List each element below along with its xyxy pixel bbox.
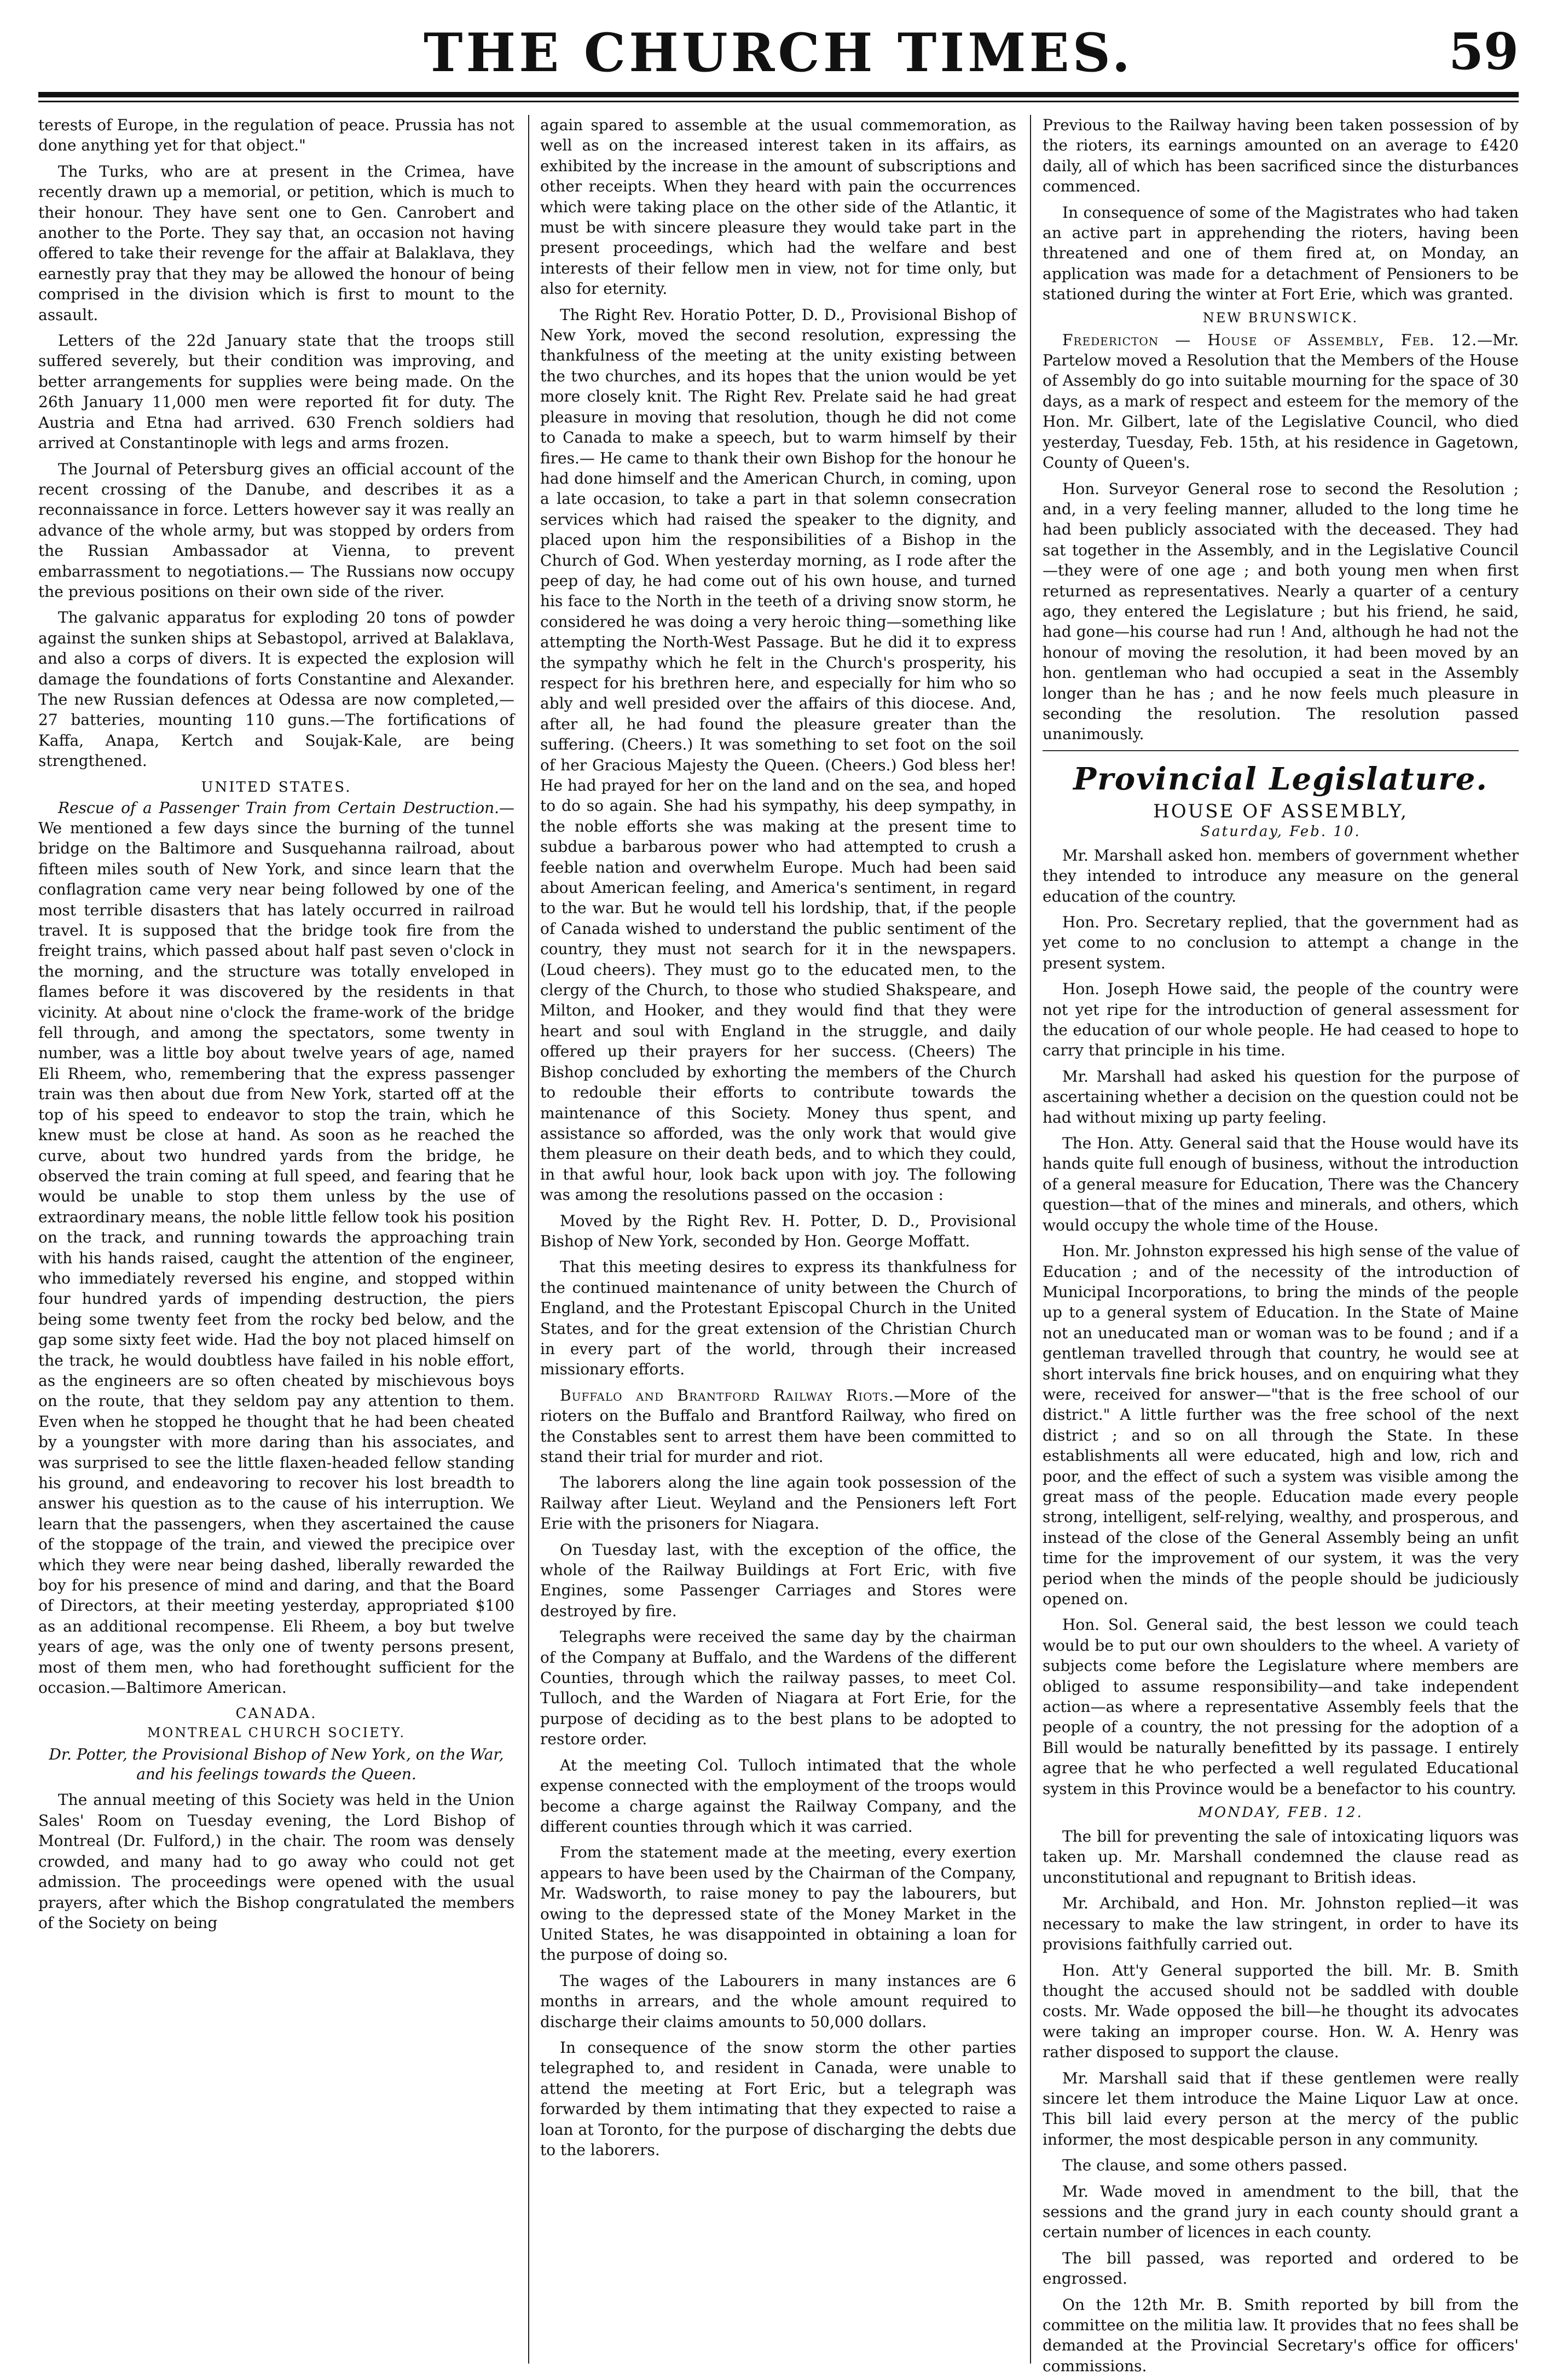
article-paragraph: terests of Europe, in the regulation of peace. Prussia has not done anything yet for that object." xyxy=(38,116,514,155)
columns xyxy=(38,115,1519,2375)
article-paragraph: In consequence of the snow storm the other parties telegraphed to, and resident in Canada, were unable to attend the meeting at Fort Eric, but a telegraph was forwarded by them intimating that they expected to raise a loan at Toronto, for the purpose of discharging the debts due to the laborers. xyxy=(540,2038,1016,2159)
article-paragraph: Mr. Wade moved in amendment to the bill, that the sessions and the grand jury in each county should grant a certain number of licences in each county. xyxy=(1043,2182,1519,2242)
article-paragraph: Mr. Archibald, and Hon. Mr. Johnston replied—it was necessary to make the law stringent, in order to have its provisions faithfully carried out. xyxy=(1043,1894,1519,1954)
house-heading: HOUSE OF ASSEMBLY, xyxy=(1153,800,1408,822)
article-paragraph: The clause, and some others passed. xyxy=(1062,2156,1348,2175)
date-heading-saturday: Saturday, Feb. 10. xyxy=(1200,823,1361,840)
article-paragraph: From the statement made at the meeting, every exertion appears to have been used by the Chairman of the Company, Mr. Wadsworth, to raise money to pay the labourers, but owing to the depressed state of the Money Market in the United States, he was disappointed in obtaining a loan for the purpose of doing so. xyxy=(540,1843,1016,1964)
article-paragraph: Telegraphs were received the same day by the chairman of the Company at Buffalo, and the Wardens of the different Counties, through which the railway passes, to meet Col. Tulloch, and the Warden of Niagara at Fort Erie, for the purpose of deciding as to the best plans to be adopted to restore order. xyxy=(540,1628,1016,1749)
masthead xyxy=(38,22,1519,88)
article-paragraph: At the meeting Col. Tulloch intimated that the whole expense connected with the employment of the troops would become a charge against the Railway Company, and the different counties through which it was carried. xyxy=(540,1756,1016,1836)
column-divider xyxy=(528,115,529,2364)
article-paragraph: Mr. Marshall had asked his question for the purpose of ascertaining whether a decision on the question could not be had without mixing up party feeling. xyxy=(1043,1067,1519,1127)
article-nb-lead xyxy=(1043,330,1519,473)
article-paragraph: Letters of the 22d January state that the troops still suffered severely, but their condition was improving, and better arrangements for supplies were being made. On the 26th January 11,000 men were reported fit for duty. The Austria and Etna had arrived. 630 French soldiers had arrived at Constantinople with legs and arms frozen. xyxy=(38,332,514,452)
article-paragraph: Mr. Marshall asked hon. members of government whether they intended to introduce any measure on the general education of the country. xyxy=(1043,846,1519,905)
article-paragraph: The bill passed, was reported and ordered to be engrossed. xyxy=(1043,2249,1519,2288)
article-run-in-title: Buffalo and Brantford Railway Riots. xyxy=(560,1386,894,1404)
article-paragraph: The annual meeting of this Society was held in the Union Sales' Room on Tuesday evening, the Lord Bishop of Montreal (Dr. Fulford,) in the chair. The room was densely crowded, and many had to go away who could not get admission. The proceedings were opened with the usual prayers, after which the Bishop congratulated the members of the Society on being xyxy=(38,1791,514,1932)
article-dateline: Fredericton — House of Assembly, Feb. 12. xyxy=(1062,330,1478,349)
masthead-rule-thin xyxy=(38,101,1519,102)
page-number: 59 xyxy=(1448,22,1519,81)
article-paragraph: Hon. Pro. Secretary replied, that the government had as yet come to no conclusion to attempt a change in the present system. xyxy=(1043,913,1519,972)
article-paragraph: The Right Rev. Horatio Potter, D. D., Provisional Bishop of New York, moved the second resolution, expressing the thankfulness of the meeting at the unity existing between the two churches, and its hopes that the union would be yet more closely knit. The Right Rev. Prelate said he had great pleasure in moving that resolution, though he did not come to Canada to make a speech, but to warm himself by their fires.— He came to thank their own Bishop for the honour he had done himself and the American Church, in coming, upon a late occasion, to take a part in that solemn consecration services which had raised the speaker to the dignity, and placed upon him the responsibilities of a Bishop in the Church of God. When yesterday morning, as I rode after the peep of day, he had come out of his own house, and turned his face to the North in the teeth of a driving snow storm, he considered he was doing a very heroic thing—something like attempting the North-West Passage. But he did it to express the sympathy which he felt in the Church's prosperity, his respect for his brethren here, and especially for him who so ably and well presided over the affairs of this diocese. And, after all, he had found the pleasure greater than the suffering. (Cheers.) It was something to set foot on the soil of her Gracious Majesty the Queen. (Cheers.) God bless her! He had prayed for her on the land and on the sea, and hoped to do so again. She had his sympathy, his deep sympathy, in the noble efforts she was making at the present time to subdue a barbarous power who had attempted to crush a feeble nation and overwhelm Europe. Much had been said about American feeling, and America's sentiment, in regard to the war. But he would tell his lordship, that, if the people of Canada wished to understand the public sentiment of the country, they must not search for it in the newspapers. (Loud cheers). They must go to the educated men, to the clergy of the Church, to those who studied Shakspeare, and Milton, and Hooker, and they would find that they were heart and soul with England in the struggle, and daily offered up their prayers for her success. (Cheers) The Bishop concluded by exhorting the members of the Church to redouble their efforts to contribute towards the maintenance of this Society. Money thus spent, and assistance so afforded, was the only work that would give them pleasure on their death beds, and to which they could, in that awful hour, look back upon with joy. The following was among the resolutions passed on the occasion : xyxy=(540,305,1016,1204)
section-heading-canada: CANADA. xyxy=(235,1705,317,1722)
section-heading-united-states: UNITED STATES. xyxy=(201,779,352,796)
article-paragraph: The laborers along the line again took possession of the Railway after Lieut. Weyland and the Pensioners left Fort Erie with the prisoners for Niagara. xyxy=(540,1473,1016,1533)
article-paragraph: Previous to the Railway having been taken possession of by the rioters, its earnings amounted on an average to £420 daily, all of which has been sacrificed since the disturbances commenced. xyxy=(1043,116,1519,196)
article-paragraph: On Tuesday last, with the exception of the office, the whole of the Railway Buildings at Fort Eric, with five Engines, some Passenger Carriages and Stores were destroyed by fire. xyxy=(540,1540,1016,1620)
section-title-provincial-legislature: Provincial Legislature. xyxy=(1073,761,1488,797)
article-paragraph: again spared to assemble at the usual commemoration, as well as on the increased interest taken in its affairs, as exhibited by the increase in the amount of subscriptions and other receipts. When they heard with pain the occurrences which were taking place on the other side of the Atlantic, it must be with sincere pleasure they would take part in the present proceedings, which had the welfare and best interests of their fellow men in view, not for time only, but also for eternity. xyxy=(540,116,1016,298)
column-3 xyxy=(1043,115,1519,2375)
article-run-in-title: Rescue of a Passenger Train from Certain Destruction. xyxy=(58,798,499,817)
article-paragraph: The wages of the Labourers in many instances are 6 months in arrears, and the whole amount required to discharge their claims amounts to 50,000 dollars. xyxy=(540,1971,1016,2031)
article-paragraph: Hon. Att'y General supported the bill. Mr. B. Smith thought the accused should not be saddled with double costs. Mr. Wade opposed the bill—he thought its advocates were taking an improper course. Hon. W. A. Henry was rather disposed to support the clause. xyxy=(1043,1961,1519,2062)
article-paragraph: The galvanic apparatus for exploding 20 tons of powder against the sunken ships at Sebastopol, arrived at Balaklava, and also a corps of divers. It is expected the explosion will damage the foundations of forts Constantine and Alexander. The new Russian defences at Odessa are now completed,—27 batteries, mounting 110 guns.—The fortifications of Kaffa, Anapa, Kertch and Soujak-Kale, are being strengthened. xyxy=(38,608,514,770)
article-paragraph: That this meeting desires to express its thankfulness for the continued maintenance of unity between the Church of England, and the Protestant Episcopal Church in the United States, and for the great extension of the Christian Church in every part of the world, through their increased missionary efforts. xyxy=(540,1258,1016,1379)
section-heading-new-brunswick: NEW BRUNSWICK. xyxy=(1202,310,1359,326)
article-paragraph: Moved by the Right Rev. H. Potter, D. D., Provisional Bishop of New York, seconded by Hon. George Moffatt. xyxy=(540,1211,1016,1250)
article-paragraph: The bill for preventing the sale of intoxicating liquors was taken up. Mr. Marshall condemned the clause read as unconstitutional and repugnant to British ideas. xyxy=(1043,1827,1519,1886)
masthead-rule xyxy=(38,92,1519,97)
article-paragraph: Mr. Marshall said that if these gentlemen were really sincere let them introduce the Maine Liquor Law at once. This bill laid every person at the mercy of the public informer, the most despicable person in any community. xyxy=(1043,2069,1519,2149)
article-body: —Mr. Partelow moved a Resolution that the Members of the House of Assembly do go into suitable mourning for the space of 30 days, as a mark of respect and esteem for the memory of the Hon. Mr. Gilbert, late of the Legislative Council, who died yesterday, Tuesday, Feb. 15th, at his residence in Gagetown, County of Queen's. xyxy=(1043,330,1519,472)
newspaper-page xyxy=(38,22,1519,2375)
article-rescue xyxy=(38,798,514,1698)
article-paragraph: Hon. Surveyor General rose to second the Resolution ; and, in a very feeling manner, alluded to the long time he had been publicly associated with the deceased. They had sat together in the Assembly, and in the Legislative Council—they were of one age ; and both young men when first returned as representatives. Nearly a quarter of a century ago, they entered the Legislature ; but his friend, he said, had gone—his course had run ! And, although he had not the honour of moving the resolution, it had been moved by an hon. gentleman who had occupied a seat in the Assembly longer than he has ; and he now feels much pleasure in seconding the resolution. The resolution passed unanimously. xyxy=(1043,479,1519,744)
article-heading-montreal: MONTREAL CHURCH SOCIETY. xyxy=(147,1725,406,1741)
article-paragraph: The Turks, who are at present in the Crimea, have recently drawn up a memorial, or petition, which is much to their honour. They have sent one to Gen. Canrobert and another to the Porte. They say that, an occasion not having offered to take their revenge for the affair at Balaklava, they earnestly pray that they may be allowed the honour of being comprised in the division which is first to mount to the assault. xyxy=(38,162,514,324)
article-paragraph: On the 12th Mr. B. Smith reported by bill from the committee on the militia law. It provides that no fees shall be demanded at the Provincial Secretary's office for officers' commissions. xyxy=(1043,2295,1519,2375)
article-paragraph: The Journal of Petersburg gives an official account of the recent crossing of the Danube, and describes it as a reconnaissance in force. Letters however say it was really an advance of the whole army, but was stopped by orders from the Russian Ambassador at Vienna, to prevent embarrassment to negotiations.— The Russians now occupy the previous positions on their own side of the river. xyxy=(38,460,514,601)
column-divider xyxy=(1030,115,1031,2364)
article-paragraph: Hon. Mr. Johnston expressed his high sense of the value of Education ; and of the necessity of the introduction of Municipal Incorporations, to bring the minds of the people up to a general system of Education. In the State of Maine not an uneducated man or woman was to be found ; and if a gentleman travelled through that country, he would see at short intervals fine brick houses, and on enquiring what they were, received for answer—"that is the free school of our district." A little further was the free school of the next district ; and so on all through the State. In these establishments all were educated, high and low, rich and poor, and the effect of such a system was visible among the great mass of the people. Education made every people strong, intelligent, self-relying, wealthy, and prosperous, and instead of the close of the General Assembly being an unfit time for the improvement of our system, it was the very period when the minds of the people should be judiciously opened on. xyxy=(1043,1242,1519,1608)
date-heading-monday: MONDAY, FEB. 12. xyxy=(1198,1804,1363,1821)
article-buffalo-lead xyxy=(540,1385,1016,1467)
article-body: —More of the rioters on the Buffalo and Brantford Railway, who fired on the Constables sent to arrest them have been committed to stand their trial for murder and riot. xyxy=(540,1386,1016,1466)
newspaper-title: THE CHURCH TIMES. xyxy=(424,22,1133,84)
article-paragraph: The Hon. Atty. General said that the House would have its hands quite full enough of business, without the introduction of a general measure for Education, There was the Chancery question—that of the mines and minerals, and others, which would occupy the whole time of the House. xyxy=(1043,1134,1519,1234)
article-paragraph: In consequence of some of the Magistrates who had taken an active part in apprehending the rioters, having been threatened and one of them fired at, on Monday, an application was made for a detachment of Pensioners to be stationed during the winter at Fort Erie, which was granted. xyxy=(1043,203,1519,304)
article-paragraph: Hon. Sol. General said, the best lesson we could teach would be to put our own shoulders to the wheel. A variety of subjects come before the Legislature where members are obliged to assume responsibility—and take independent action—as where a representative Assembly feels that the people of a country, the not pressing for the adoption of a Bill would be naturally benefitted by its passage. I entirely agree that he who perfected a well regulated Educational system in this Province would be a benefactor to his country. xyxy=(1043,1616,1519,1798)
column-2 xyxy=(540,115,1016,2364)
article-body: —We mentioned a few days since the burning of the tunnel bridge on the Baltimore and Susquehanna railroad, about fifteen miles south of New York, and since learn that the conflagration came very near being followed by one of the most terrible disasters that has lately occurred in railroad travel. It is supposed that the bridge took fire from the freight trains, which passed about half past seven o'clock in the morning, and the structure was totally enveloped in flames before it was discovered by the residents in that vicinity. At about nine o'clock the frame-work of the bridge fell through, and among the spectators, some twenty in number, was a little boy about twelve years of age, named Eli Rheem, who, remembering that the express passenger train was then about due from New York, started off at the top of his speed to endeavor to stop the train, which he knew must be close at hand. As soon as he reached the curve, about two hundred yards from the bridge, he observed the train coming at full speed, and fearing that he would be unable to stop them unless by the use of extraordinary means, the noble little fellow took his position on the track, and running towards the approaching train with his hands raised, caught the attention of the engineer, who immediately reversed his engine, and stopped within four hundred yards of impending destruction, the piers being some twenty feet from the rocky bed below, and the gap some sixty feet wide. Had the boy not placed himself on the track, he would doubtless have failed in his noble effort, as the engineers are so often cheated by mischievous boys on the route, that they seldom pay any attention to them. Even when he stopped he thought that he had been cheated by a youngster with more daring than his associates, and was surprised to see the little flaxen-headed fellow standing his ground, and endeavoring to recover his lost breadth to answer his question as to the cause of his interruption. We learn that the passengers, when they ascertained the cause of the stoppage of the train, and viewed the precipice over which they were near being dashed, liberally rewarded the boy for his presence of mind and daring, and that the Board of Directors, at their meeting yesterday, appropriated $100 as an additional recompense. Eli Rheem, a boy but twelve years of age, was the only one of twenty persons present, most of them men, who had forethought sufficient for the occasion.—Baltimore American. xyxy=(38,798,514,1697)
article-paragraph: Hon. Joseph Howe said, the people of the country were not yet ripe for the introduction of general assessment for the education of our whole people. He had ceased to hope to carry that principle in his time. xyxy=(1043,980,1519,1060)
divider xyxy=(1043,750,1519,751)
article-subheading: Dr. Potter, the Provisional Bishop of New York, on the War, and his feelings towards the Queen. xyxy=(49,1745,504,1784)
column-1 xyxy=(38,115,514,2364)
